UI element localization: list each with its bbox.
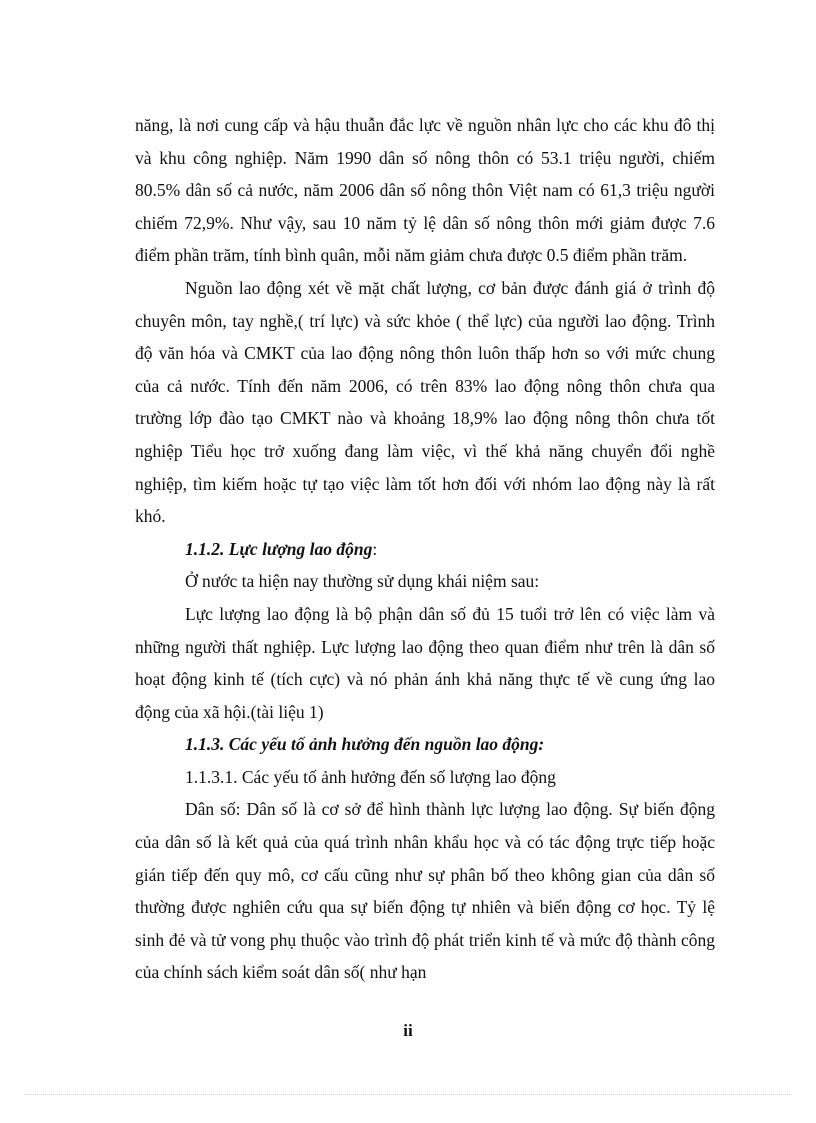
page-number: ii bbox=[403, 1021, 413, 1040]
paragraph-rural-population: năng, là nơi cung cấp và hậu thuẫn đắc lực về nguồn nhân lực cho các khu đô thị và khu công nghiệp. Năm 1990 dân số nông thôn có 53.1 triệu người, chiếm 80.5% dân số cả nước, năm 2006 dân số nông thôn Việt nam có 61,3 triệu người chiếm 72,9%. Như vậy, sau 10 năm tỷ lệ dân số nông thôn mới giảm được 7.6 điểm phần trăm, tính bình quân, mỗi năm giảm chưa được 0.5 điểm phần trăm. bbox=[135, 115, 715, 266]
paragraph-population-factor: Dân số: Dân số là cơ sở để hình thành lực lượng lao động. Sự biến động của dân số là kết quả của quá trình nhân khẩu học và có tác động trực tiếp hoặc gián tiếp đến quy mô, cơ cấu cũng như sự phân bố theo không gian của dân số thường được nghiên cứu qua sự biến động tự nhiên và biến động cơ học. Tỷ lệ sinh đẻ và tử vong phụ thuộc vào trình độ phát triển kinh tế và mức độ thành công của chính sách kiểm soát dân số( như hạn bbox=[135, 799, 715, 983]
subsection-heading-quantity-factors: 1.1.3.1. Các yếu tố ảnh hưởng đến số lượng lao động bbox=[185, 766, 556, 787]
section-heading-labor-force-colon: : bbox=[372, 538, 378, 559]
page-body bbox=[135, 109, 715, 989]
section-heading-labor-force bbox=[135, 533, 715, 566]
paragraph-labor-quality: Nguồn lao động xét về mặt chất lượng, cơ bản được đánh giá ở trình độ chuyên môn, tay nghề,( trí lực) và sức khỏe ( thể lực) của người lao động. Trình độ văn hóa và CMKT của lao động nông thôn luôn thấp hơn so với mức chung của cả nước. Tính đến năm 2006, có trên 83% lao động nông thôn chưa qua trường lớp đào tạo CMKT nào và khoảng 18,9% lao động nông thôn chưa tốt nghiệp Tiểu học trở xuống đang làm việc, vì thế khả năng chuyển đổi nghề nghiệp, tìm kiếm hoặc tự tạo việc làm tốt hơn đối với nhóm lao động này là rất khó. bbox=[135, 277, 715, 527]
section-heading-labor-force-text: 1.1.2. Lực lượng lao động bbox=[185, 538, 373, 559]
paragraph-labor-force-definition: Lực lượng lao động là bộ phận dân số đủ 15 tuổi trở lên có việc làm và những người thất nghiệp. Lực lượng lao động theo quan điểm như trên là dân số hoạt động kinh tế (tích cực) và nó phản ánh khả năng thực tế về cung ứng lao động của xã hội.(tài liệu 1) bbox=[135, 603, 715, 722]
paragraph-concept-intro: Ở nước ta hiện nay thường sử dụng khái niệm sau: bbox=[185, 571, 540, 592]
page-bottom-divider bbox=[24, 1094, 792, 1095]
section-heading-factors: 1.1.3. Các yếu tố ảnh hưởng đến nguồn lao động: bbox=[185, 734, 545, 755]
